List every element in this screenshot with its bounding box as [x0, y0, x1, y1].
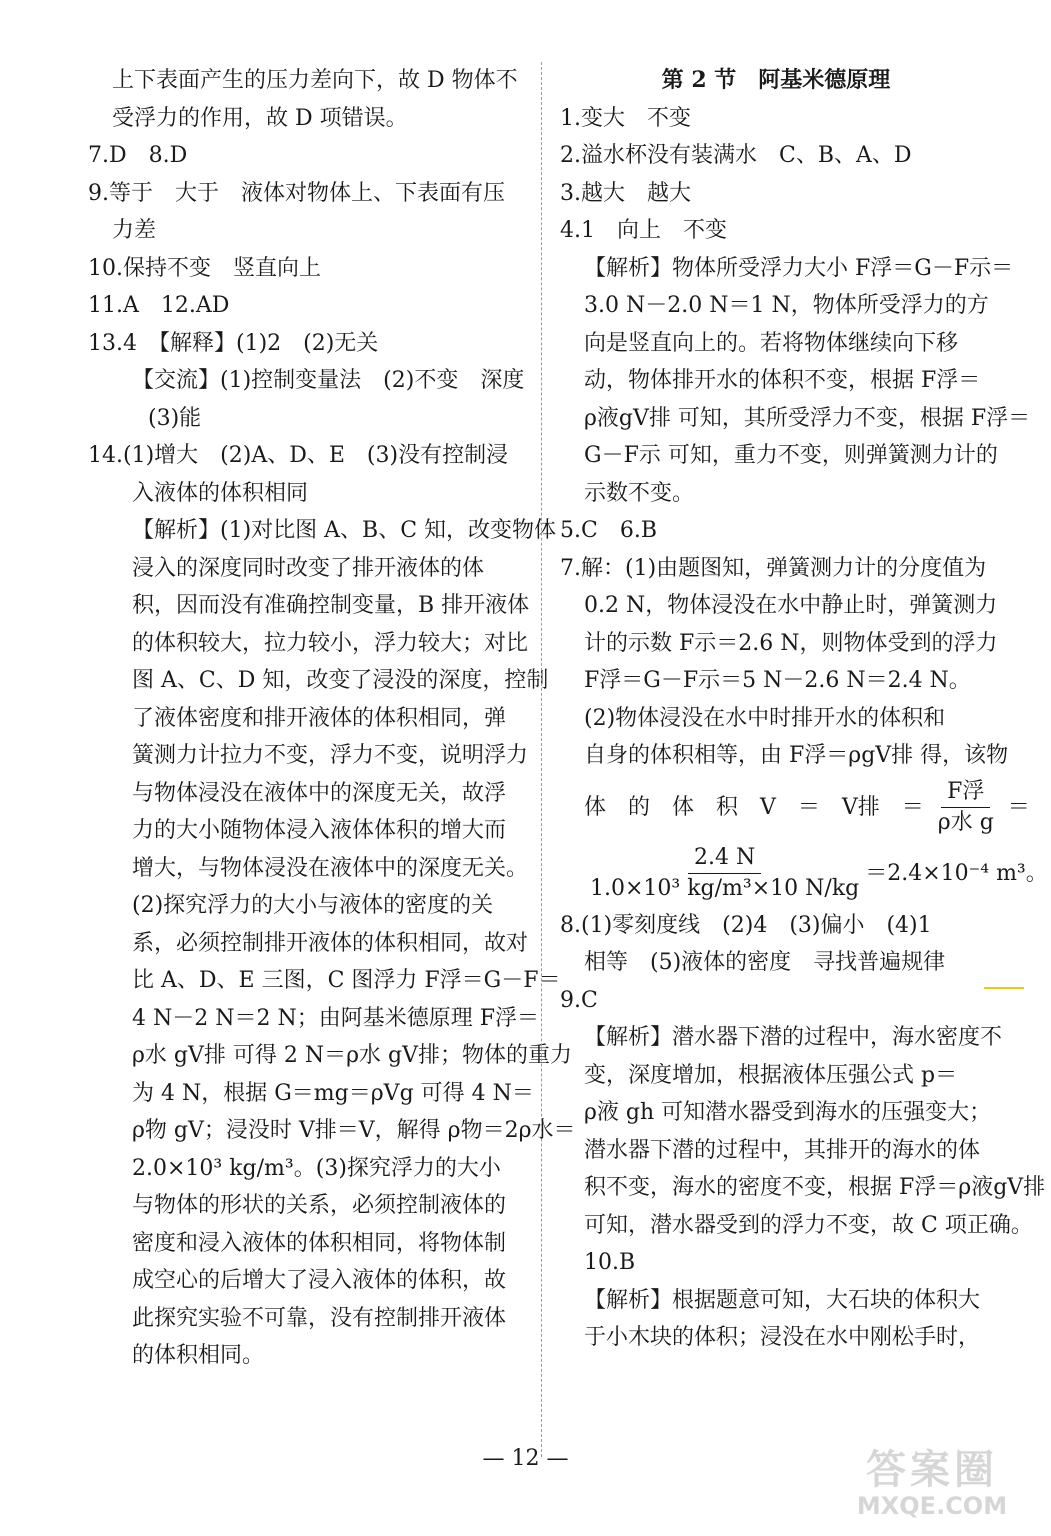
text-line: 7.D 8.D — [88, 143, 188, 168]
volume-formula-line — [560, 775, 1030, 841]
highlight-mark — [984, 987, 1024, 989]
text-line: 13.4 【解释】(1)2 (2)无关 — [88, 330, 379, 356]
text-line: 2.溢水杯没有装满水 C、B、A、D — [560, 143, 912, 168]
text-line: 10.保持不变 竖直向上 — [88, 255, 321, 281]
text-line: 入液体的体积相同 — [132, 480, 309, 506]
right-column — [560, 62, 1048, 1357]
text-line: (3)能 — [148, 405, 202, 431]
text-line: 增大，与物体浸没在液体中的深度无关。 — [132, 855, 529, 881]
text-line: 变，深度增加，根据液体压强公式 p＝ — [584, 1062, 958, 1088]
text-line: 浸入的深度同时改变了排开液体的体 — [132, 555, 485, 581]
text-line: 【交流】(1)控制变量法 (2)不变 深度 — [132, 368, 525, 393]
text-line: (2)物体浸没在水中时排开水的体积和 — [584, 705, 946, 731]
text-line: 【解析】潜水器下潜的过程中，海水密度不 — [584, 1025, 1003, 1050]
right-column-upper — [560, 62, 1031, 775]
text-line: 3.越大 越大 — [560, 180, 691, 206]
text-line: 可知，潜水器受到的浮力不变，故 C 项正确。 — [584, 1212, 1033, 1238]
text-line: 力差 — [112, 218, 157, 243]
text-line: 4 N－2 N＝2 N；由阿基米德原理 F浮＝ — [132, 1005, 539, 1031]
text-line: 14.(1)增大 (2)A、D、E (3)没有控制浸 — [88, 443, 509, 468]
section-title: 第 2 节 阿基米德原理 — [661, 67, 891, 93]
text-line: 9.等于 大于 液体对物体上、下表面有压 — [88, 180, 505, 206]
text-line: 系，必须控制排开液体的体积相同，故对 — [132, 930, 529, 956]
text-line: 了液体密度和排开液体的体积相同，弹 — [132, 705, 507, 731]
text-line: 计的示数 F示＝2.6 N，则物体受到的浮力 — [584, 630, 998, 656]
text-line: 10.B — [584, 1250, 636, 1275]
text-line: ρ水 gV排 可得 2 N＝ρ水 gV排；物体的重力 — [132, 1043, 573, 1068]
text-line: 为 4 N，根据 G＝mg＝ρVg 可得 4 N＝ — [132, 1080, 534, 1106]
text-line: 积不变，海水的密度不变，根据 F浮＝ρ液gV排 — [584, 1175, 1046, 1200]
volume-formula-suffix: ＝ — [1007, 794, 1030, 820]
result-fraction — [584, 843, 865, 904]
text-line: 的体积较大，拉力较小，浮力较大；对比 — [132, 630, 529, 656]
text-line: 簧测力计拉力不变，浮力不变，说明浮力 — [132, 743, 529, 768]
text-line: 受浮力的作用，故 D 项错误。 — [112, 105, 408, 131]
text-line: 相等 (5)液体的密度 寻找普遍规律 — [584, 950, 946, 975]
text-line: 成空心的后增大了浸入液体的体积，故 — [132, 1268, 507, 1293]
volume-formula-prefix: 体 的 体 积 V ＝ V排 ＝ — [584, 794, 924, 820]
text-line: 密度和浸入液体的体积相同，将物体制 — [132, 1230, 507, 1256]
text-line: 积，因而没有准确控制变量，B 排开液体 — [132, 593, 530, 618]
text-line: 【解析】(1)对比图 A、B、C 知，改变物体 — [132, 518, 557, 543]
text-line: 0.2 N，物体浸没在水中静止时，弹簧测力 — [584, 593, 998, 618]
result-fraction-numerator: 2.4 N — [688, 843, 761, 874]
text-line: ρ液gV排 可知，其所受浮力不变，根据 F浮＝ — [584, 405, 1031, 431]
text-line: 9.C — [560, 987, 598, 1013]
volume-result-line — [560, 841, 1048, 907]
text-line: 自身的体积相等，由 F浮＝ρgV排 得，该物 — [584, 743, 1009, 768]
text-line: 图 A、C、D 知，改变了浸没的深度，控制 — [132, 668, 549, 693]
column-divider — [541, 62, 542, 1457]
text-line: 8.(1)零刻度线 (2)4 (3)偏小 (4)1 — [560, 912, 932, 938]
left-column — [88, 62, 576, 1375]
right-column-lower — [560, 907, 1046, 1357]
text-line: 【解析】物体所受浮力大小 F浮＝G－F示＝ — [584, 255, 1014, 281]
text-line: 动，物体排开水的体积不变，根据 F浮＝ — [584, 368, 981, 393]
text-line: 3.0 N－2.0 N＝1 N，物体所受浮力的方 — [584, 293, 989, 318]
text-line: 5.C 6.B — [560, 518, 657, 543]
text-line: 【解析】根据题意可知，大石块的体积大 — [584, 1287, 981, 1313]
text-line: 比 A、D、E 三图，C 图浮力 F浮＝G－F＝ — [132, 968, 561, 993]
text-line: (2)探究浮力的大小与液体的密度的关 — [132, 893, 494, 918]
volume-fraction — [932, 777, 1000, 838]
text-line: F浮＝G－F示＝5 N－2.6 N＝2.4 N。 — [584, 668, 971, 693]
text-line: 上下表面产生的压力差向下，故 D 物体不 — [112, 68, 518, 93]
text-line: 1.变大 不变 — [560, 105, 691, 131]
text-line: 与物体浸没在液体中的深度无关，故浮 — [132, 780, 507, 806]
text-line: 向是竖直向上的。若将物体继续向下移 — [584, 330, 959, 356]
text-line: ρ液 gh 可知潜水器受到海水的压强变大； — [584, 1100, 992, 1125]
text-line: 潜水器下潜的过程中，其排开的海水的体 — [584, 1137, 981, 1163]
text-line: 11.A 12.AD — [88, 293, 230, 318]
text-line: 示数不变。 — [584, 480, 695, 506]
volume-fraction-denominator: ρ水 g — [937, 810, 994, 835]
text-line: 2.0×10³ kg/m³。(3)探究浮力的大小 — [132, 1155, 501, 1181]
text-line: 7.解：(1)由题图知，弹簧测力计的分度值为 — [560, 555, 987, 581]
result-suffix: ＝2.4×10⁻⁴ m³。 — [865, 860, 1048, 886]
text-line: ρ物 gV；浸没时 V排＝V，解得 ρ物＝2ρ水＝ — [132, 1118, 576, 1143]
text-line: G－F示 可知，重力不变，则弹簧测力计的 — [584, 443, 998, 468]
watermark-logo-title: 答案圈 — [866, 1447, 998, 1493]
page-number: — 12 — — [482, 1446, 569, 1471]
text-line: 与物体的形状的关系，必须控制液体的 — [132, 1193, 507, 1218]
text-line: 4.1 向上 不变 — [560, 218, 727, 243]
watermark-logo-url: MXQE.COM — [856, 1492, 1008, 1520]
watermark-logo — [827, 1448, 1037, 1522]
text-line: 此探究实验不可靠，没有控制排开液体 — [132, 1305, 507, 1331]
text-line: 的体积相同。 — [132, 1343, 265, 1368]
text-line: 于小木块的体积；浸没在水中刚松手时， — [584, 1325, 981, 1350]
result-fraction-denominator: 1.0×10³ kg/m³×10 N/kg — [590, 876, 860, 901]
volume-fraction-numerator: F浮 — [941, 777, 990, 808]
text-line: 力的大小随物体浸入液体体积的增大而 — [132, 818, 507, 843]
